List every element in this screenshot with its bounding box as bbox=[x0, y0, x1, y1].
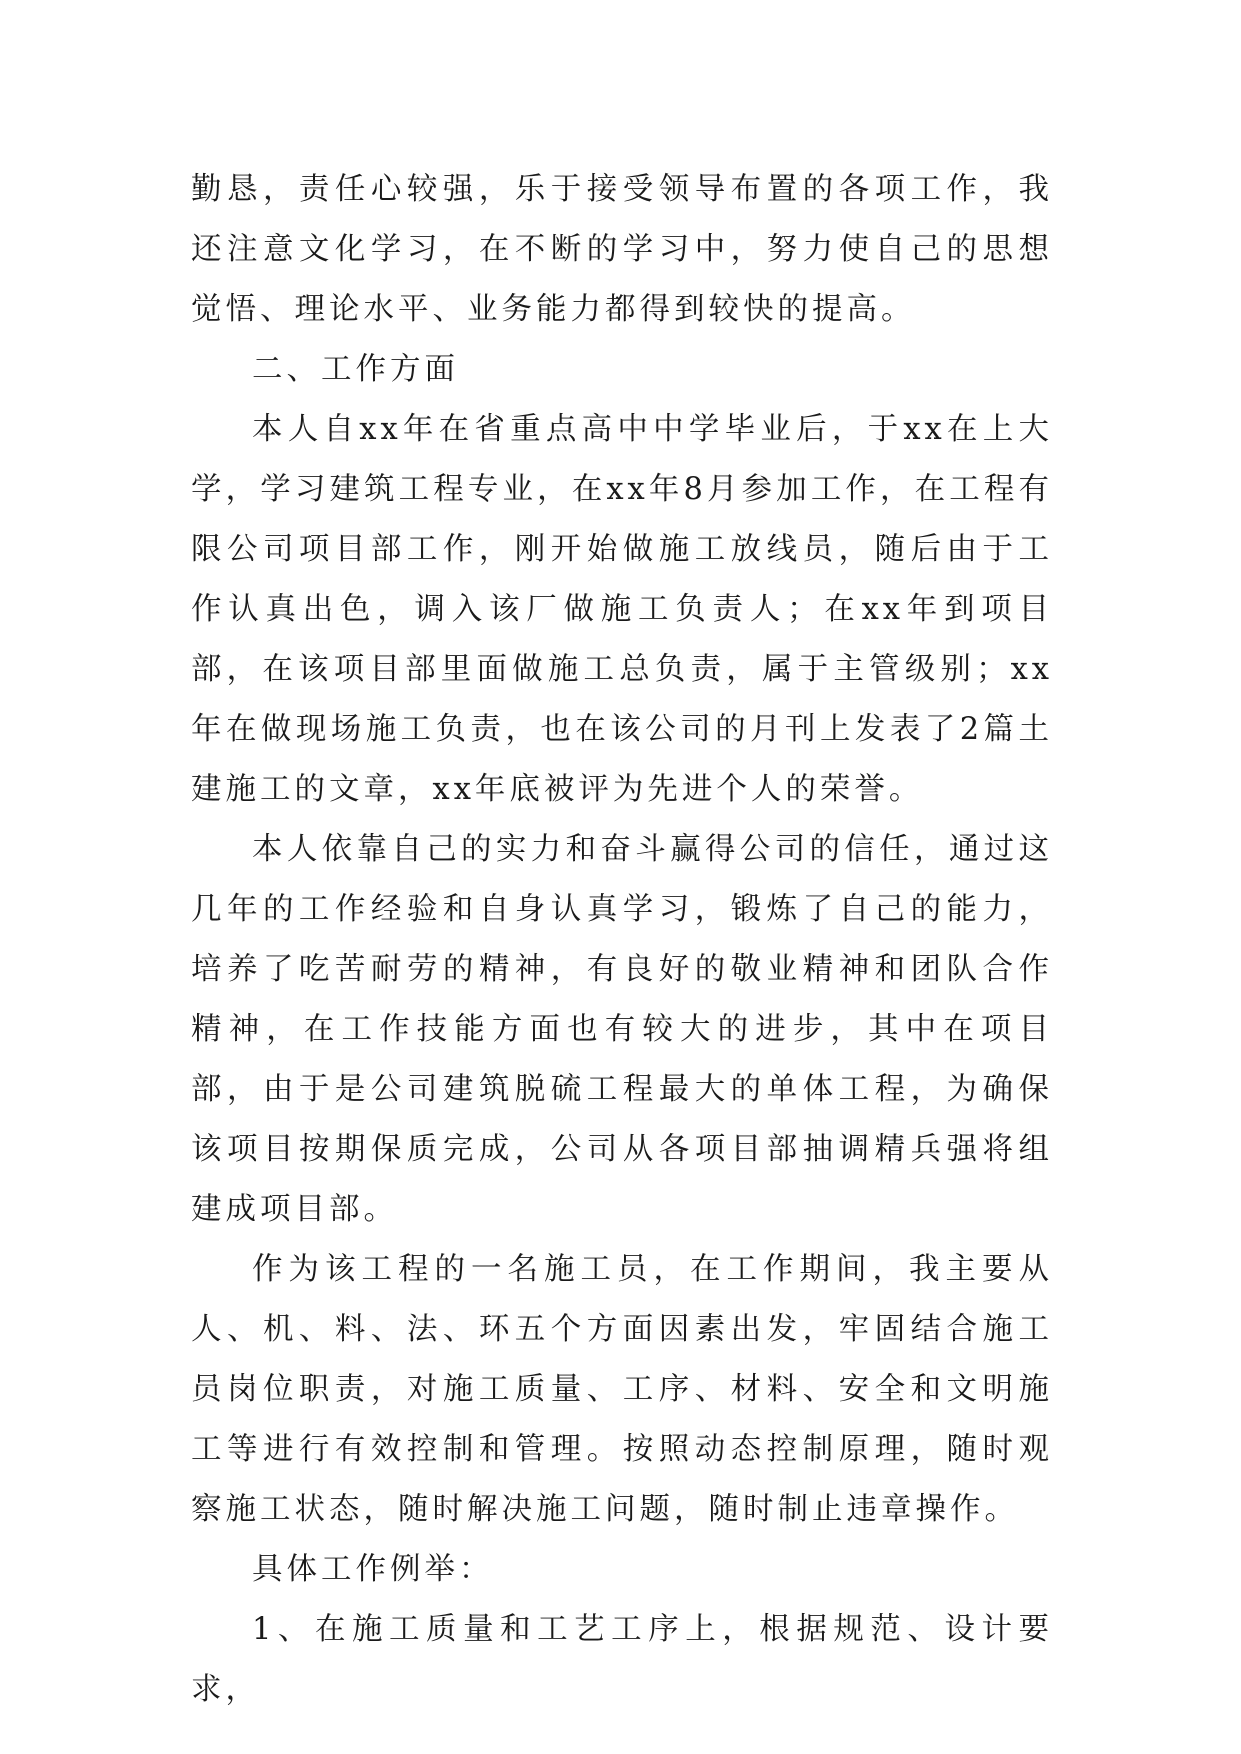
body-paragraph-1: 勤恳，责任心较强，乐于接受领导布置的各项工作，我还注意文化学习，在不断的学习中，努力使自己的思想觉悟、理论水平、业务能力都得到较快的提高。 bbox=[191, 172, 1053, 327]
body-paragraph-4: 作为该工程的一名施工员，在工作期间，我主要从人、机、料、法、环五个方面因素出发，牢固结合施工员岗位职责，对施工质量、工序、材料、安全和文明施工等进行有效控制和管理。按照动态控制原理，随时观察施工状态，随时解决施工问题，随时制止违章操作。 bbox=[191, 1252, 1053, 1527]
body-paragraph-2: 本人自xx年在省重点高中中学毕业后，于xx在上大学，学习建筑工程专业，在xx年8月参加工作，在工程有限公司项目部工作，刚开始做施工放线员，随后由于工作认真出色，调入该厂做施工负责人；在xx年到项目部，在该项目部里面做施工总负责，属于主管级别；xx年在做现场施工负责，也在该公司的月刊上发表了2篇土建施工的文章，xx年底被评为先进个人的荣誉。 bbox=[191, 412, 1053, 807]
section-heading-work: 二、工作方面 bbox=[252, 352, 459, 387]
subheading-examples: 具体工作例举： bbox=[252, 1552, 494, 1587]
document-body bbox=[191, 160, 1053, 1720]
list-item-1: 1、在施工质量和工艺工序上，根据规范、设计要求， bbox=[191, 1612, 1053, 1707]
body-paragraph-3: 本人依靠自己的实力和奋斗赢得公司的信任，通过这几年的工作经验和自身认真学习，锻炼了自己的能力，培养了吃苦耐劳的精神，有良好的敬业精神和团队合作精神，在工作技能方面也有较大的进步，其中在项目部，由于是公司建筑脱硫工程最大的单体工程，为确保该项目按期保质完成，公司从各项目部抽调精兵强将组建成项目部。 bbox=[191, 832, 1053, 1227]
